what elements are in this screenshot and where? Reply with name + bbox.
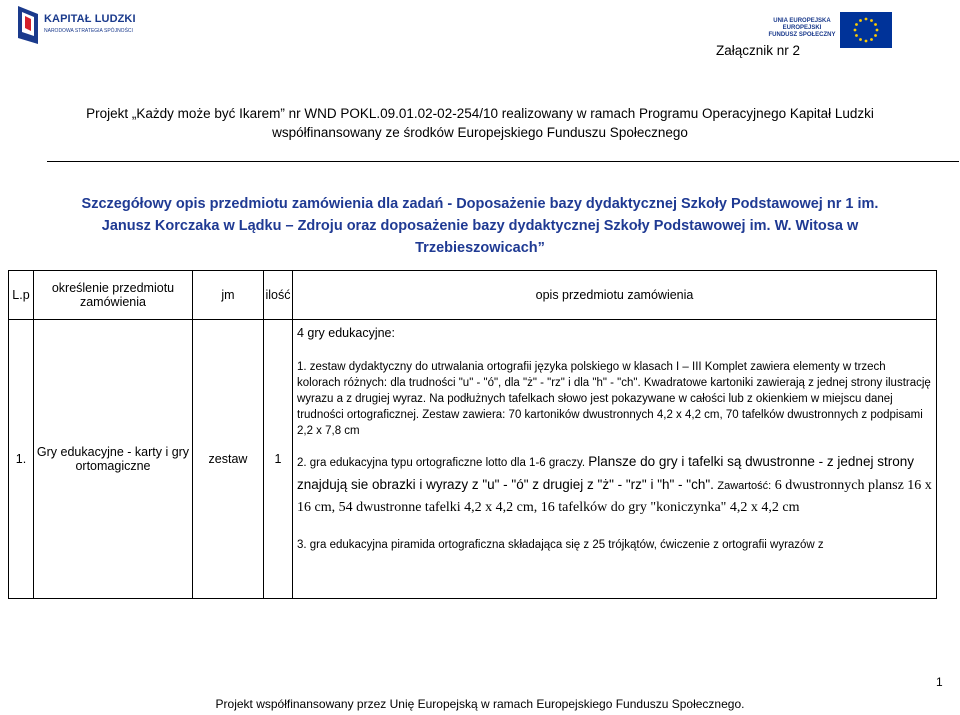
eu-star-icon [874, 34, 877, 37]
page-number: 1 [936, 675, 943, 689]
row-unit: zestaw [193, 320, 264, 599]
header-item-name-line-2: zamówienia [79, 295, 146, 309]
eu-flag-icon [840, 12, 892, 48]
title-line-1: Szczegółowy opis przedmiotu zamówienia dla zadań - Doposażenie bazy dydaktycznej Szkoły Podstawowej nr 1 im. [81, 196, 879, 212]
eu-star-icon [865, 18, 868, 21]
annex-label: Załącznik nr 2 [716, 43, 801, 58]
eu-star-icon [870, 19, 873, 22]
description-item-2-contents: 6 dwustronnych plansz 16 x 16 cm, 54 dwustronne tafelki 4,2 x 4,2 cm, 16 tafelków do gry "koniczynka" 4,2 x 4,2 cm [297, 478, 932, 515]
order-items-table [8, 270, 937, 599]
kapital-ludzki-subtitle: NARODOWA STRATEGIA SPÓJNOŚCI [44, 28, 133, 34]
table-row [9, 320, 937, 599]
description-item-2-contents-label: Zawartość: [717, 480, 772, 492]
description-item-2-details: Plansze do gry i tafelki są dwustronne - z jednej strony znajdują sie obrazki i wyrazy z "u" - "ó" z drugiej z "ż" - "rz" i "h" - "ch". [297, 454, 914, 492]
kapital-ludzki-logo [14, 4, 164, 50]
eu-star-icon [865, 40, 868, 43]
header-item-name [34, 271, 193, 320]
row-lp: 1. [9, 320, 34, 599]
eu-line-1: UNIA EUROPEJSKA [773, 18, 831, 24]
row-description [293, 320, 937, 599]
description-intro: 4 gry edukacyjne: [297, 326, 395, 340]
eu-star-icon [876, 29, 879, 32]
title-line-3: Trzebieszowicach” [415, 240, 545, 256]
eu-star-icon [855, 23, 858, 26]
eu-line-2: EUROPEJSKI [782, 25, 822, 31]
row-quantity: 1 [264, 320, 293, 599]
header-item-name-line-1: określenie przedmiotu [51, 281, 175, 295]
header-divider [47, 161, 959, 162]
document-title [10, 193, 950, 259]
description-item-2 [297, 451, 932, 519]
kapital-ludzki-title: KAPITAŁ LUDZKI [44, 13, 136, 25]
eu-star-icon [859, 19, 862, 22]
header-unit: jm [193, 271, 264, 320]
eu-line-3: FUNDUSZ SPOŁECZNY [768, 32, 836, 38]
kapital-ludzki-emblem-icon [14, 4, 42, 48]
row-item-name-line-1: Gry edukacyjne - karty i gry [36, 445, 190, 459]
description-item-2-intro: 2. gra edukacyjna typu ortograficzne lotto dla 1-6 graczy. [297, 457, 586, 469]
eu-star-icon [870, 38, 873, 41]
project-line-1: Projekt „Każdy może być Ikarem” nr WND POKL.09.01.02-02-254/10 realizowany w ramach Programu Operacyjnego Kapitał Ludzki [86, 106, 874, 121]
header-quantity: ilość [264, 271, 293, 320]
header-description: opis przedmiotu zamówienia [293, 271, 937, 320]
project-line-2: współfinansowany ze środków Europejskiego Funduszu Społecznego [272, 125, 688, 140]
description-item-3: 3. gra edukacyjna piramida ortograficzna składająca się z 25 trójkątów, ćwiczenie z ortografii wyrazów z [297, 539, 824, 551]
eu-star-icon [859, 38, 862, 41]
eu-star-icon [874, 23, 877, 26]
eu-star-icon [855, 34, 858, 37]
description-item-1: 1. zestaw dydaktyczny do utrwalania ortografii języka polskiego w klasach I – III Komplet zawiera elementy w trzech kolorach różnych: dla trudności "u" - "ó", dla "ż" - "rz" i dla "h" - "ch". Kwadratowe kartoniki zawierają z jednej strony ilustrację wyrazu a z drugiej wyraz. Na podłużnych tafelkach słowo jest pokazywane w całości lub z okienkiem w miejscu danej trudności ortograficznej. Zestaw zawiera: 70 kartoników dwustronnych 4,2 x 4,2 cm, 70 tafelków dwustronnych z podpisami 2,2 x 7,8 cm [297, 361, 931, 437]
page-footer: Projekt współfinansowany przez Unię Europejską w ramach Europejskiego Funduszu Społecznego. [215, 697, 745, 711]
eu-logo-text [762, 18, 842, 39]
table-header-row [9, 271, 937, 320]
row-item-name [34, 320, 193, 599]
row-item-name-line-2: ortomagiczne [75, 459, 151, 473]
header-lp: L.p [9, 271, 34, 320]
eu-star-icon [854, 29, 857, 32]
title-line-2: Janusz Korczaka w Lądku – Zdroju oraz doposażenie bazy dydaktycznej Szkoły Podstawowej im. W. Witosa w [101, 218, 859, 234]
